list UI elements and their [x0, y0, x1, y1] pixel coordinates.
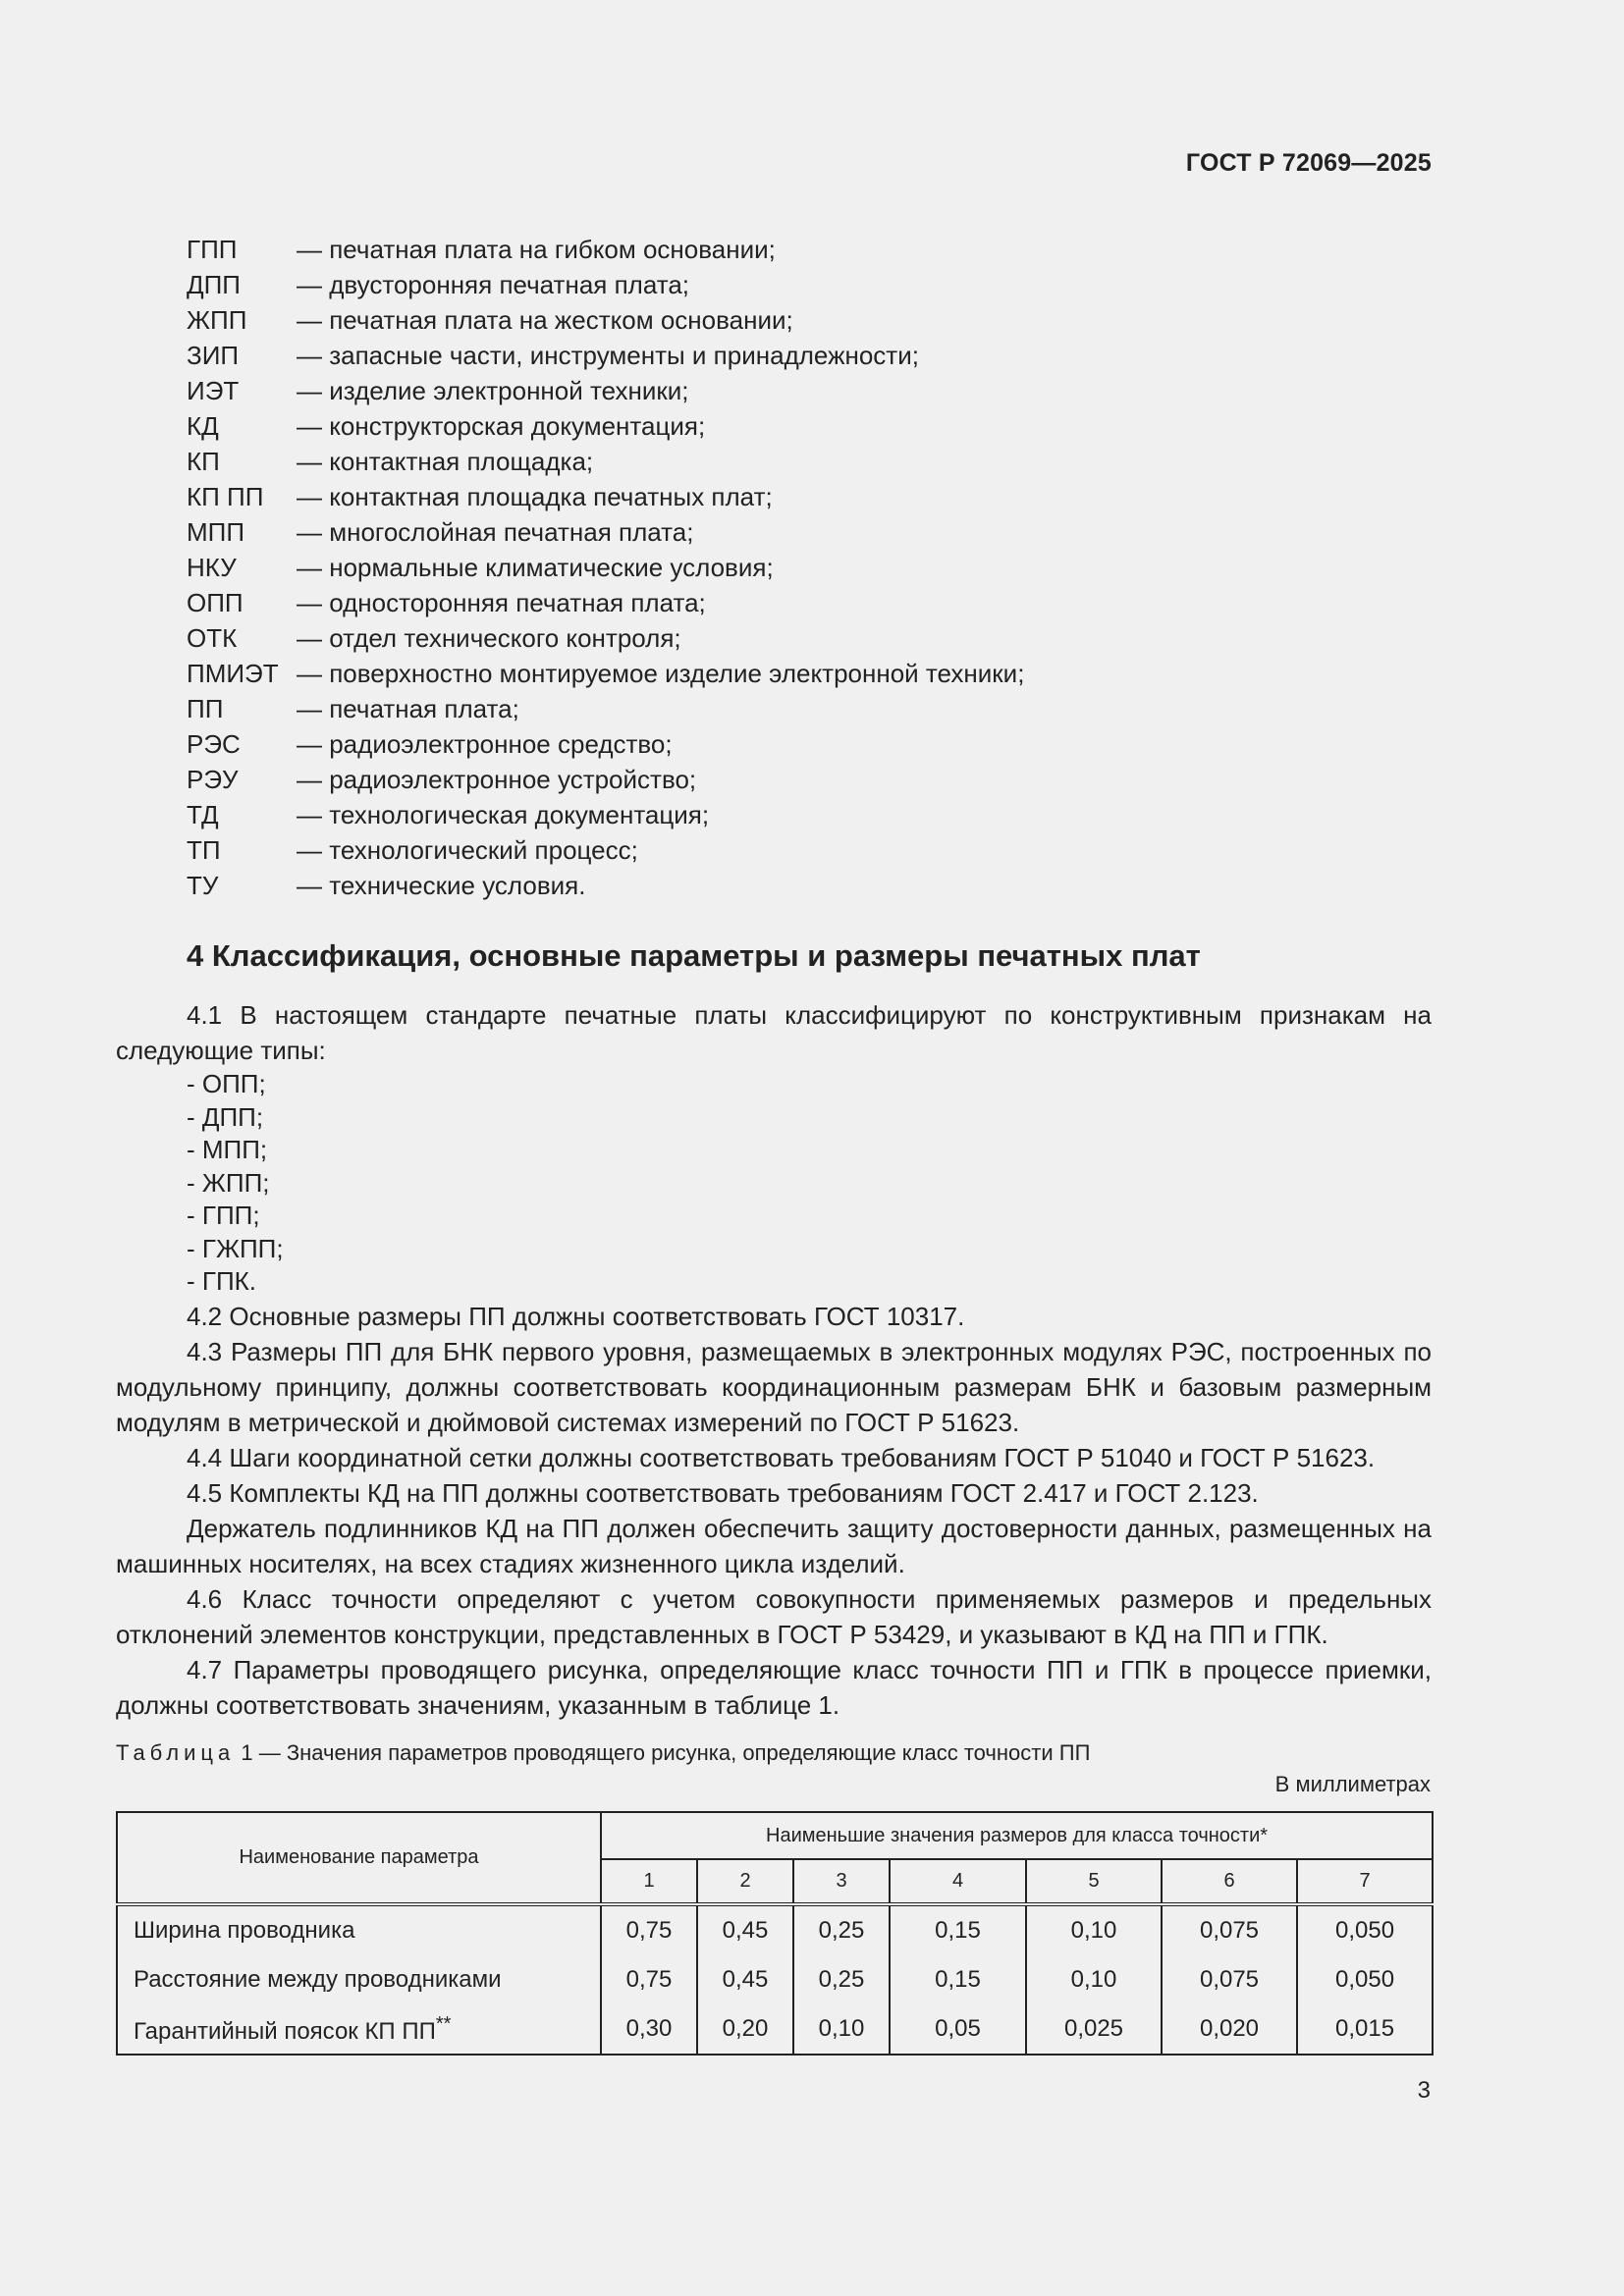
abbreviation-code: ОПП	[187, 588, 244, 617]
abbreviation-code: ПП	[187, 694, 224, 723]
abbreviation-definition: — изделие электронной техники;	[297, 376, 689, 405]
header-class: 6	[1162, 1859, 1297, 1904]
abbreviation-definition: — технологическая документация;	[297, 800, 710, 829]
table-caption-text: 1 — Значения параметров проводящего рисунка, определяющие класс точности ПП	[235, 1740, 1091, 1765]
paragraph-4-5-continued: Держатель подлинников КД на ПП должен обеспечить защиту достоверности данных, размещенных на машинных носителях, на всех стадиях жизненного цикла изделий.	[116, 1513, 1432, 1578]
table-row	[117, 1955, 1433, 2004]
abbreviation-row	[187, 691, 1267, 726]
abbreviation-row	[187, 868, 1267, 903]
abbreviation-code: РЭУ	[187, 765, 239, 794]
abbreviation-code: РЭС	[187, 729, 241, 759]
header-class: 2	[697, 1859, 793, 1904]
abbreviation-row	[187, 444, 1267, 479]
header-min-values: Наименьшие значения размеров для класса точности*	[601, 1812, 1433, 1859]
parameter-name: Ширина проводника	[117, 1904, 601, 1955]
abbreviation-code: КД	[187, 411, 219, 441]
table-units: В миллиметрах	[1274, 1772, 1431, 1796]
header-class: 4	[890, 1859, 1026, 1904]
abbreviation-definition: — отдел технического контроля;	[297, 623, 681, 653]
abbreviation-code: ЗИП	[187, 341, 240, 370]
abbreviation-code: ПМИЭТ	[187, 659, 279, 688]
value-cell: 0,050	[1297, 1904, 1433, 1955]
parameter-name: Гарантийный поясок КП ПП	[134, 2017, 436, 2045]
paragraph-4-2: 4.2 Основные размеры ПП должны соответствовать ГОСТ 10317.	[187, 1301, 965, 1331]
paragraph-4-4: 4.4 Шаги координатной сетки должны соответствовать требованиям ГОСТ Р 51040 и ГОСТ Р 51623.	[187, 1442, 1376, 1472]
header-class: 1	[601, 1859, 697, 1904]
value-cell: 0,30	[601, 2004, 697, 2055]
document-header: ГОСТ Р 72069—2025	[1185, 149, 1432, 177]
abbreviation-code: ТУ	[187, 871, 219, 900]
type-list-item: - ГЖПП;	[187, 1233, 284, 1263]
type-list-item: - ГПП;	[187, 1201, 260, 1230]
abbreviation-definition: — контактная площадка;	[297, 447, 594, 476]
abbreviation-definition: — контактная площадка печатных плат;	[297, 482, 773, 511]
value-cell: 0,15	[890, 1904, 1026, 1955]
value-cell: 0,05	[890, 2004, 1026, 2055]
abbreviation-row	[187, 620, 1267, 656]
type-list-item: - ГПК.	[187, 1266, 257, 1296]
abbreviation-definition: — радиоэлектронное средство;	[297, 729, 673, 759]
abbreviation-row	[187, 338, 1267, 373]
header-class: 3	[793, 1859, 890, 1904]
type-list-item: - ОПП;	[187, 1069, 266, 1098]
header-parameter-name: Наименование параметра	[117, 1812, 601, 1904]
abbreviation-code: ОТК	[187, 623, 238, 653]
table-caption-label: Таблица	[116, 1740, 236, 1765]
abbreviation-row	[187, 514, 1267, 550]
abbreviation-definition: — технологический процесс;	[297, 835, 638, 865]
footnote-marker: **	[435, 2012, 452, 2035]
section-body	[116, 997, 1432, 1723]
abbreviation-definition: — печатная плата на жестком основании;	[297, 305, 793, 335]
parameter-name: Расстояние между проводниками	[117, 1955, 601, 2004]
value-cell: 0,075	[1162, 1955, 1297, 2004]
abbreviation-code: КП	[187, 447, 220, 476]
abbreviation-definition: — многослойная печатная плата;	[297, 517, 694, 547]
abbreviation-row	[187, 267, 1267, 302]
abbreviation-row	[187, 656, 1267, 691]
abbreviation-row	[187, 585, 1267, 620]
paragraph-4-3: 4.3 Размеры ПП для БНК первого уровня, размещаемых в электронных модулях РЭС, построенных по модульному принципу, должны соответствовать координационным размерам БНК и базовым размерным модулям в метрической и дюймовой системах измерений по ГОСТ Р 51623.	[116, 1336, 1432, 1437]
abbreviation-code: КП ПП	[187, 482, 264, 511]
abbreviation-definition: — односторонняя печатная плата;	[297, 588, 706, 617]
abbreviation-code: ТП	[187, 835, 221, 865]
paragraph-4-7: 4.7 Параметры проводящего рисунка, определяющие класс точности ПП и ГПК в процессе приемки, должны соответствовать значениям, указанным в таблице 1.	[116, 1654, 1432, 1720]
type-list-item: - МПП;	[187, 1135, 268, 1164]
paragraph-4-1: 4.1 В настоящем стандарте печатные платы классифицируют по конструктивным признакам на следующие типы:	[116, 1000, 1432, 1065]
abbreviation-definition: — поверхностно монтируемое изделие электронной техники;	[297, 659, 1025, 688]
abbreviation-row	[187, 797, 1267, 832]
abbreviation-definition: — печатная плата на гибком основании;	[297, 235, 776, 264]
parameters-table	[116, 1811, 1434, 2056]
abbreviation-code: ГПП	[187, 235, 238, 264]
abbreviation-definition: — технические условия.	[297, 871, 586, 900]
abbreviation-code: НКУ	[187, 553, 237, 582]
header-class: 5	[1026, 1859, 1162, 1904]
abbreviation-definition: — нормальные климатические условия;	[297, 553, 774, 582]
abbreviation-row	[187, 762, 1267, 797]
abbreviation-definition: — двусторонняя печатная плата;	[297, 270, 690, 299]
parameter-name-cell	[117, 2004, 601, 2055]
abbreviation-definition: — конструкторская документация;	[297, 411, 706, 441]
abbreviation-definition: — печатная плата;	[297, 694, 519, 723]
value-cell: 0,75	[601, 1955, 697, 2004]
header-class: 7	[1297, 1859, 1433, 1904]
type-list-item: - ДПП;	[187, 1101, 264, 1132]
abbreviation-list	[187, 232, 1267, 903]
abbreviation-row	[187, 302, 1267, 338]
type-list-item: - ЖПП;	[187, 1167, 270, 1198]
abbreviation-row	[187, 726, 1267, 762]
abbreviation-row	[187, 832, 1267, 868]
value-cell: 0,10	[1026, 1955, 1162, 2004]
abbreviation-row	[187, 373, 1267, 408]
value-cell: 0,025	[1026, 2004, 1162, 2055]
value-cell: 0,15	[890, 1955, 1026, 2004]
value-cell: 0,45	[697, 1904, 793, 1955]
table-caption	[116, 1740, 1090, 1766]
abbreviation-code: ЖПП	[187, 305, 247, 335]
abbreviation-code: ТД	[187, 800, 219, 829]
abbreviation-row	[187, 232, 1267, 267]
table-row	[117, 2004, 1433, 2055]
abbreviation-row	[187, 550, 1267, 585]
section-title: 4 Классификация, основные параметры и размеры печатных плат	[187, 938, 1201, 973]
value-cell: 0,20	[697, 2004, 793, 2055]
value-cell: 0,25	[793, 1955, 890, 2004]
value-cell: 0,10	[793, 2004, 890, 2055]
paragraph-4-6: 4.6 Класс точности определяют с учетом совокупности применяемых размеров и предельных отклонений элементов конструкции, представленных в ГОСТ Р 53429, и указывают в КД на ПП и ГПК.	[116, 1583, 1432, 1649]
abbreviation-row	[187, 408, 1267, 444]
paragraph-4-5: 4.5 Комплекты КД на ПП должны соответствовать требованиям ГОСТ 2.417 и ГОСТ 2.123.	[187, 1477, 1259, 1508]
table-row	[117, 1904, 1433, 1955]
value-cell: 0,45	[697, 1955, 793, 2004]
abbreviation-code: ДПП	[187, 270, 241, 299]
value-cell: 0,10	[1026, 1904, 1162, 1955]
value-cell: 0,075	[1162, 1904, 1297, 1955]
abbreviation-definition: — радиоэлектронное устройство;	[297, 765, 697, 794]
abbreviation-code: МПП	[187, 517, 245, 547]
value-cell: 0,015	[1297, 2004, 1433, 2055]
page-number: 3	[1417, 2077, 1431, 2104]
abbreviation-definition: — запасные части, инструменты и принадлежности;	[297, 341, 919, 370]
value-cell: 0,020	[1162, 2004, 1297, 2055]
abbreviation-row	[187, 479, 1267, 514]
value-cell: 0,75	[601, 1904, 697, 1955]
abbreviation-code: ИЭТ	[187, 376, 240, 405]
value-cell: 0,050	[1297, 1955, 1433, 2004]
value-cell: 0,25	[793, 1904, 890, 1955]
